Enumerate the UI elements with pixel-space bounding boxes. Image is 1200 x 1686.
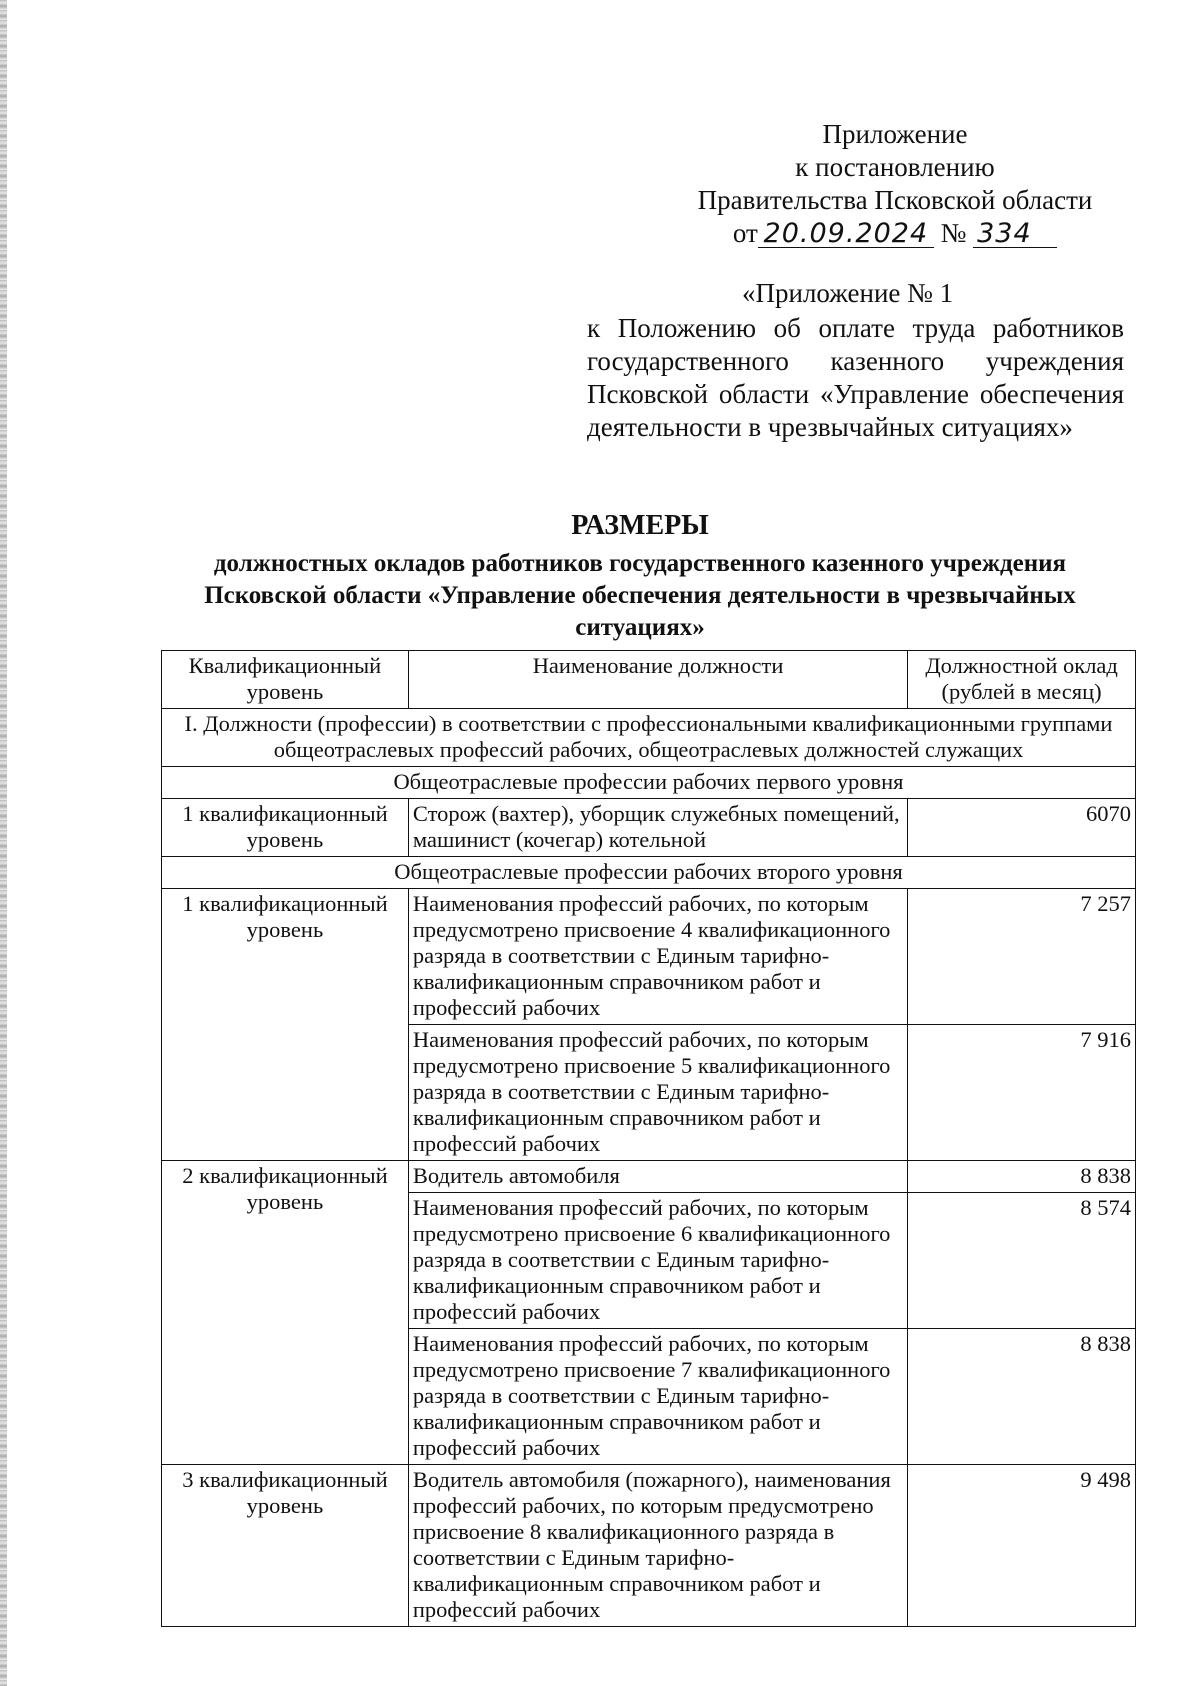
group-row	[162, 857, 1136, 889]
document-title	[140, 508, 1140, 644]
salary-table	[161, 650, 1136, 1627]
table-header-row	[162, 651, 1136, 709]
from-label: от	[732, 218, 758, 248]
group-title-2: Общеотраслевые профессии рабочих второго уровня	[162, 857, 1136, 889]
table-row	[162, 1161, 1136, 1193]
position-cell: Водитель автомобиля	[408, 1161, 907, 1193]
section-title: I. Должности (профессии) в соответствии с профессиональными квалификационными группами общеотраслевых профессий рабочих, общеотраслевых должностей служащих	[162, 709, 1136, 767]
header-position: Наименование должности	[408, 651, 907, 709]
position-cell: Сторож (вахтер), уборщик служебных помещений, машинист (кочегар) котельной	[408, 799, 907, 857]
salary-cell: 8 838	[908, 1161, 1136, 1193]
salary-cell: 7 257	[908, 889, 1136, 1025]
position-cell: Наименования профессий рабочих, по которым предусмотрено присвоение 5 квалификационного разряда в соответствии с Единым тарифно-квалификационным справочником работ и профессий рабочих	[408, 1025, 907, 1161]
annex-heading: «Приложение № 1	[742, 278, 954, 308]
scan-edge	[0, 0, 7, 1686]
salary-cell: 8 838	[908, 1329, 1136, 1465]
title-subtitle: должностных окладов работников государственного казенного учреждения Псковской области «Управление обеспечения деятельности в чрезвычайных ситуациях»	[204, 550, 1076, 641]
approval-block	[660, 118, 1130, 250]
position-cell: Наименования профессий рабочих, по которым предусмотрено присвоение 7 квалификационного разряда в соответствии с Единым тарифно-квалификационным справочником работ и профессий рабочих	[408, 1329, 907, 1465]
section-row	[162, 709, 1136, 767]
annex-text: к Положению об оплате труда работников государственного казенного учреждения Псковской области «Управление обеспечения деятельности в чрезвычайных ситуациях»	[587, 313, 1124, 442]
level-cell: 1 квалификационный уровень	[162, 889, 409, 1161]
salary-cell: 6070	[908, 799, 1136, 857]
level-cell: 2 квалификационный уровень	[162, 1161, 409, 1465]
approval-line-2: к постановлению	[795, 152, 995, 182]
group-row	[162, 767, 1136, 799]
level-cell: 1 квалификационный уровень	[162, 799, 409, 857]
header-salary: Должностной оклад (рублей в месяц)	[908, 651, 1136, 709]
number-label: №	[940, 218, 967, 248]
approval-line-1: Приложение	[822, 119, 968, 149]
position-cell: Наименования профессий рабочих, по которым предусмотрено присвоение 6 квалификационного разряда в соответствии с Единым тарифно-квалификационным справочником работ и профессий рабочих	[408, 1193, 907, 1329]
table-row	[162, 799, 1136, 857]
header-level: Квалификационный уровень	[162, 651, 409, 709]
table-row	[162, 889, 1136, 1025]
table-row	[162, 1465, 1136, 1627]
position-cell: Водитель автомобиля (пожарного), наименования профессий рабочих, по которым предусмотрено присвоение 8 квалификационного разряда в соответствии с Единым тарифно-квалификационным справочником работ и профессий рабочих	[408, 1465, 907, 1627]
annex-block	[587, 277, 1124, 444]
approval-line-3: Правительства Псковской области	[697, 185, 1093, 215]
salary-cell: 8 574	[908, 1193, 1136, 1329]
salary-cell: 9 498	[908, 1465, 1136, 1627]
level-cell: 3 квалификационный уровень	[162, 1465, 409, 1627]
handwritten-number: 334	[973, 221, 1057, 248]
salary-cell: 7 916	[908, 1025, 1136, 1161]
position-cell: Наименования профессий рабочих, по которым предусмотрено присвоение 4 квалификационного разряда в соответствии с Единым тарифно-квалификационным справочником работ и профессий рабочих	[408, 889, 907, 1025]
group-title-1: Общеотраслевые профессии рабочих первого уровня	[162, 767, 1136, 799]
title-main: РАЗМЕРЫ	[571, 510, 709, 541]
approval-date-line	[660, 217, 1130, 250]
handwritten-date: 20.09.2024	[758, 221, 934, 248]
